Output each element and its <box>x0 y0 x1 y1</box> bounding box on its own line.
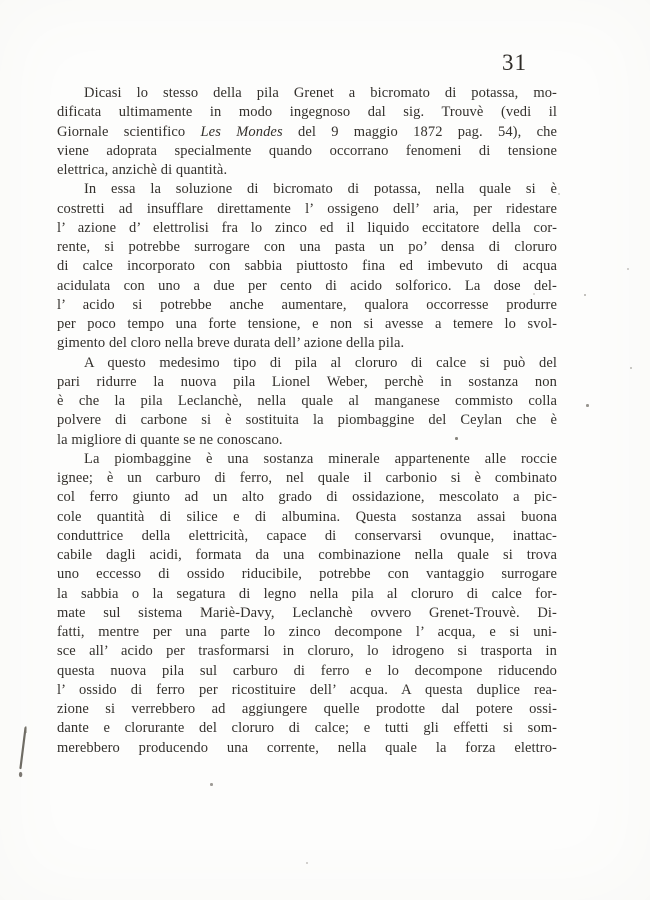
text-segment: Giornale scientifico <box>57 123 186 140</box>
text-line: merebbero producendo una corrente, nella quale la forza elettro- <box>57 739 557 756</box>
text-line: rente, si potrebbe surrogare con una pasta un po’ densa di cloruro <box>57 239 557 255</box>
text-block <box>57 84 557 758</box>
scan-speck <box>306 862 308 864</box>
text-line: la sabbia o la segatura di legno nella pila al cloruro di calce for- <box>57 585 557 602</box>
paragraph-2 <box>57 180 557 353</box>
text-segment: del 9 maggio 1872 pag. 54), che <box>297 123 557 140</box>
text-line: cole quantità di silice e di albumina. Questa sostanza assai buona <box>57 508 557 525</box>
text-line: l’ azione d’ elettrolisi fra lo zinco ed il liquido eccitatore della cor- <box>57 219 557 236</box>
text-line: In essa la soluzione di bicromato di potassa, nella quale si è <box>84 181 557 198</box>
paragraph-1 <box>57 84 557 180</box>
page-number: 31 <box>502 50 527 75</box>
text-line: la migliore di quante se ne conoscano. <box>57 431 283 448</box>
text-line: mate sul sistema Mariè-Davy, Leclanchè ovvero Grenet-Trouvè. Di- <box>57 604 557 621</box>
text-line: dante e clorurante del cloruro di calce; e tutti gli effetti si som- <box>57 720 557 737</box>
text-line: di calce incorporato con sabbia piuttosto fina ed imbevuto di acqua <box>57 258 557 275</box>
text-line: sce all’ acido per trasformarsi in cloruro, lo idrogeno si trasporta in <box>57 643 557 660</box>
text-line: l’ acido si potrebbe anche aumentare, qualora occorresse produrre <box>57 296 557 313</box>
paragraph-3 <box>57 354 557 450</box>
text-line: l’ ossido di ferro per ricostituire dell’ acqua. A questa duplice rea- <box>57 681 557 698</box>
paragraph-4 <box>57 450 557 758</box>
text-line: fatti, mentre per una parte lo zinco decompone l’ acqua, e si uni- <box>57 624 557 640</box>
text-line: acidulata con uno a due per cento di acido solforico. La dose del- <box>57 277 557 294</box>
scan-speck <box>627 268 629 270</box>
text-line: dificata ultimamente in modo ingegnoso dal sig. Trouvè (vedi il <box>57 104 557 121</box>
text-line: La piombaggine è una sostanza minerale appartenente alle roccie <box>84 450 557 467</box>
text-line: costretti ad insufflare direttamente l’ ossigeno dell’ aria, per ridestare <box>57 200 557 217</box>
text-line: pari ridurre la nuova pila Lionel Weber, perchè in sostanza non <box>57 373 557 390</box>
scan-speck <box>584 294 586 296</box>
text-line <box>57 123 557 142</box>
scan-speck <box>210 783 213 786</box>
text-line: uno eccesso di ossido riducibile, potrebbe con vantaggio surrogare <box>57 566 557 583</box>
scan-speck <box>558 193 560 195</box>
text-line: questa nuova pila sul carburo di ferro e lo decompone riducendo <box>57 662 557 679</box>
text-line: elettrica, anzichè di quantità. <box>57 162 228 178</box>
text-line: col ferro giunto ad un alto grado di ossidazione, mescolato a pic- <box>57 489 557 506</box>
text-line: è che la pila Leclanchè, nella quale al manganese commisto colla <box>57 393 557 409</box>
text-line: A questo medesimo tipo di pila al cloruro di calce si può del <box>84 354 557 371</box>
text-line: cabile dagli acidi, formata da una combinazione nella quale si trova <box>57 547 557 563</box>
text-line: viene adoprata specialmente quando occorrano fenomeni di tensione <box>57 142 557 159</box>
scan-speck <box>586 404 589 407</box>
text-line: conduttrice della elettricità, capace di conservarsi ovunque, inattac- <box>57 527 557 544</box>
text-line: zione si verrebbero ad aggiungere quelle prodotte dal potere ossi- <box>57 701 557 717</box>
italic-journal-title: Les Mondes <box>200 123 283 140</box>
scan-speck <box>630 367 632 369</box>
text-line: gimento del cloro nella breve durata dell’ azione della pila. <box>57 335 405 352</box>
text-line: per poco tempo una forte tensione, e non si avesse a temere lo svol- <box>57 316 557 332</box>
text-line: Dicasi lo stesso della pila Grenet a bicromato di potassa, mo- <box>84 85 557 101</box>
text-line: polvere di carbone si è sostituita la piombaggine del Ceylan che è <box>57 412 557 429</box>
text-line: ignee; è un carburo di ferro, nel quale il carbonio si è combinato <box>57 470 557 486</box>
